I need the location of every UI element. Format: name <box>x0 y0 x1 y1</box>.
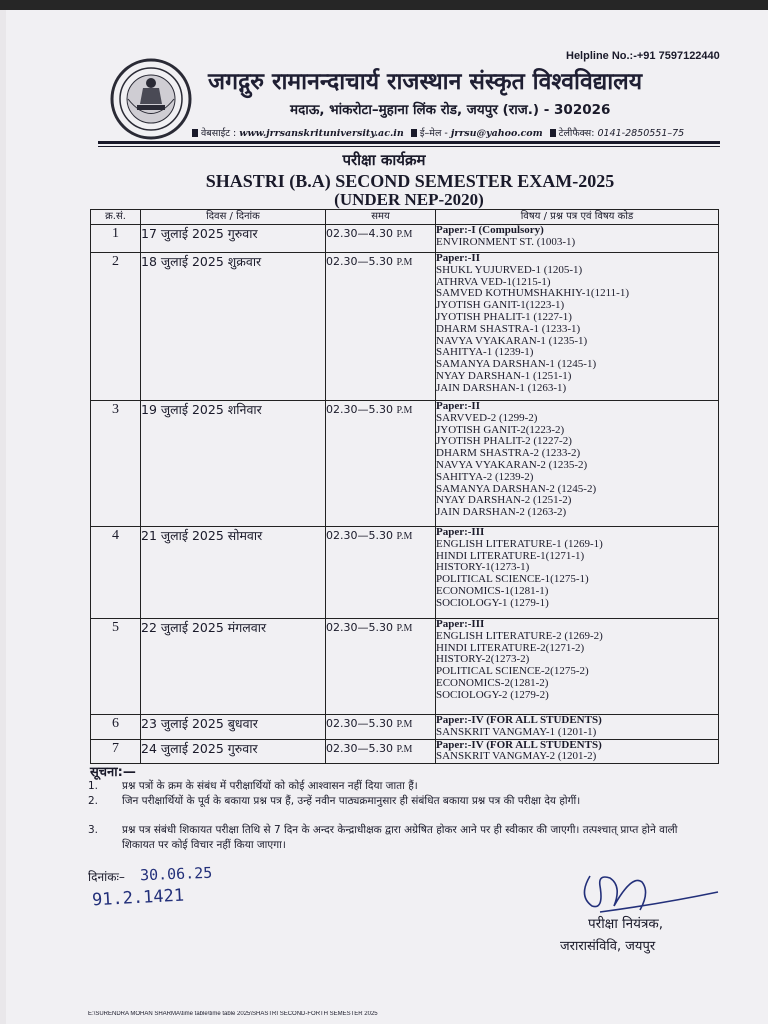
subject-item: ENVIRONMENT ST. (1003-1) <box>436 235 576 248</box>
time-cell <box>326 225 436 253</box>
phone-label: टेलीफैक्स: <box>558 128 595 139</box>
time-value: 02.30—5.30 <box>326 255 393 268</box>
subject-item: DHARM SHASTRA-1 (1233-1) <box>436 322 581 335</box>
subject-item: POLITICAL SCIENCE-2(1275-2) <box>436 665 589 678</box>
contact-line <box>188 126 718 139</box>
subject-item: JYOTISH PHALIT-1 (1227-1) <box>436 310 572 323</box>
header-subject: विषय / प्रश्न पत्र एवं विषय कोड <box>436 210 719 225</box>
bullet-icon <box>550 129 556 137</box>
paper-title: Paper:-III <box>436 618 485 630</box>
subject-item: SAMANYA DARSHAN-1 (1245-1) <box>436 358 597 371</box>
notice-text: प्रश्न पत्र संबंधी शिकायत परीक्षा तिथि से 7 दिन के अन्दर केन्द्राधीक्षक द्वारा अग्रेषित होकर आने पर ही स्वीकार की जाएगी। तत्पश्चात् प्राप्त होने वाली शिकायत पर कोई विचार नहीं किया जाएगा। <box>122 824 678 851</box>
header-date: दिवस / दिनांक <box>141 210 326 225</box>
website-link[interactable]: www.jrrsanskrituniversity.ac.in <box>239 128 404 139</box>
date-cell: 21 जुलाई 2025 सोमवार <box>141 527 326 619</box>
time-period: P.M <box>396 719 413 730</box>
subject-item: POLITICAL SCIENCE-1(1275-1) <box>436 573 589 586</box>
notice-number: 2. <box>88 795 99 807</box>
university-logo-icon <box>110 58 192 140</box>
dated-label: दिनांकः– <box>88 870 125 884</box>
email-label: ई–मेल - <box>419 128 448 139</box>
subject-item: NYAY DARSHAN-2 (1251-2) <box>436 494 572 507</box>
email-link[interactable]: jrrsu@yahoo.com <box>450 128 543 139</box>
subject-cell <box>436 619 719 715</box>
date-cell: 18 जुलाई 2025 शुक्रवार <box>141 253 326 401</box>
time-value: 02.30—5.30 <box>326 621 393 634</box>
serial-cell: 5 <box>91 619 141 715</box>
subject-item: DHARM SHASTRA-2 (1233-2) <box>436 447 581 460</box>
table-row <box>91 527 719 619</box>
date-cell: 22 जुलाई 2025 मंगलवार <box>141 619 326 715</box>
serial-cell: 1 <box>91 225 141 253</box>
bullet-icon <box>192 129 198 137</box>
header-time: समय <box>326 210 436 225</box>
phone-number: 0141-2850551–75 <box>597 128 685 139</box>
subject-cell <box>436 715 719 740</box>
file-path: E:\SURENDRA MOHAN SHARMA\time table\time table 2025\SHASTRI SECOND-FORTH SEMESTER 2025 <box>88 1011 378 1017</box>
header-serial: क्र.सं. <box>91 210 141 225</box>
controller-title: परीक्षा नियंत्रक, <box>588 916 664 932</box>
date-cell: 23 जुलाई 2025 बुधवार <box>141 715 326 740</box>
website-label: वेबसाईट : <box>201 128 237 139</box>
subject-item: SOCIOLOGY-2 (1279-2) <box>436 688 549 701</box>
time-period: P.M <box>396 743 413 755</box>
helpline: Helpline No.:-+91 7597122440 <box>566 50 720 62</box>
notice-item <box>88 823 728 855</box>
subject-cell <box>436 401 719 527</box>
subject-item: SARVVED-2 (1299-2) <box>436 411 538 424</box>
time-period: P.M <box>396 405 413 416</box>
subject-item: ECONOMICS-1(1281-1) <box>436 584 549 597</box>
exam-title-hindi: परीक्षा कार्यक्रम <box>342 151 426 169</box>
time-cell <box>326 253 436 401</box>
subject-item: SAMANYA DARSHAN-2 (1245-2) <box>436 482 597 495</box>
scanner-edge <box>0 0 768 10</box>
table-row <box>91 619 719 715</box>
subject-item: ECONOMICS-2(1281-2) <box>436 676 549 689</box>
subject-item: HINDI LITERATURE-1(1271-1) <box>436 549 585 562</box>
subject-item: JYOTISH GANIT-1(1223-1) <box>436 299 565 312</box>
serial-cell: 4 <box>91 527 141 619</box>
paper-title: Paper:-IV (FOR ALL STUDENTS) <box>436 738 602 751</box>
subject-item: HISTORY-1(1273-1) <box>436 561 530 574</box>
handwritten-reference: 91.2.1421 <box>91 885 185 911</box>
paper-title: Paper:-II <box>436 252 480 264</box>
table-row <box>91 739 719 764</box>
paper-title: Paper:-I (Compulsory) <box>436 224 544 236</box>
notice-number: 1. <box>88 780 99 792</box>
subject-item: NAVYA VYAKARAN-1 (1235-1) <box>436 334 588 347</box>
time-value: 02.30—5.30 <box>326 717 393 730</box>
header-divider-thin <box>98 146 720 147</box>
time-value: 02.30—5.30 <box>326 403 393 416</box>
subject-item: SAMVED KOTHUMSHAKHIY-1(1211-1) <box>436 287 629 300</box>
time-cell <box>326 715 436 740</box>
university-address: मदाऊ, भांकरोटा–मुहाना लिंक रोड, जयपुर (राज.) - 302026 <box>290 102 611 118</box>
serial-cell: 6 <box>91 715 141 740</box>
time-cell <box>326 401 436 527</box>
subject-cell <box>436 225 719 253</box>
time-period: P.M <box>396 257 413 268</box>
subject-item: HINDI LITERATURE-2(1271-2) <box>436 641 585 654</box>
subject-item: SANSKRIT VANGMAY-2 (1201-2) <box>436 750 597 763</box>
table-row <box>91 253 719 401</box>
date-cell: 24 जुलाई 2025 गुरुवार <box>141 739 326 764</box>
subject-item: ENGLISH LITERATURE-2 (1269-2) <box>436 629 603 642</box>
time-value: 02.30—5.30 <box>326 741 393 755</box>
header-divider <box>98 141 720 144</box>
subject-item: SHUKL YUJURVED-1 (1205-1) <box>436 263 583 276</box>
table-header-row <box>91 210 719 225</box>
bullet-icon <box>411 129 417 137</box>
subject-item: SOCIOLOGY-1 (1279-1) <box>436 596 549 609</box>
subject-item: ENGLISH LITERATURE-1 (1269-1) <box>436 537 603 550</box>
notice-number: 3. <box>88 824 99 836</box>
subject-cell <box>436 253 719 401</box>
serial-cell: 7 <box>91 739 141 764</box>
notice-text: जिन परीक्षार्थियों के पूर्व के बकाया प्रश्न पत्र हैं, उन्हें नवीन पाठ्यक्रमानुसार ही संबंधित बकाया प्रश्न पत्र की परीक्षा देय होगीं। <box>122 795 581 807</box>
time-period: P.M <box>396 623 413 634</box>
time-cell <box>326 619 436 715</box>
table-row <box>91 715 719 740</box>
time-cell <box>326 739 436 764</box>
time-value: 02.30—4.30 <box>326 227 393 240</box>
time-cell <box>326 527 436 619</box>
subject-cell <box>436 739 719 764</box>
subject-item: JYOTISH GANIT-2(1223-2) <box>436 423 565 436</box>
subject-item: JAIN DARSHAN-2 (1263-2) <box>436 506 567 519</box>
subject-item: SAHITYA-1 (1239-1) <box>436 346 534 359</box>
date-cell: 17 जुलाई 2025 गुरुवार <box>141 225 326 253</box>
subject-item: SAHITYA-2 (1239-2) <box>436 470 534 483</box>
controller-place: जरारासंविवि, जयपुर <box>560 939 656 954</box>
date-cell: 19 जुलाई 2025 शनिवार <box>141 401 326 527</box>
handwritten-date: 30.06.25 <box>139 863 213 885</box>
notice-text: प्रश्न पत्रों के क्रम के संबंध में परीक्षार्थियों को कोई आश्वासन नहीं दिया जाता हैं। <box>122 780 418 792</box>
exam-title: SHASTRI (B.A) SECOND SEMESTER EXAM-2025 <box>205 171 615 191</box>
subject-item: NYAY DARSHAN-1 (1251-1) <box>436 369 572 382</box>
paper-title: Paper:-IV (FOR ALL STUDENTS) <box>436 714 602 726</box>
paper-title: Paper:-III <box>436 526 485 538</box>
exam-subtitle: (UNDER NEP-2020) <box>334 190 484 209</box>
notice-item <box>88 794 728 826</box>
subject-item: NAVYA VYAKARAN-2 (1235-2) <box>436 458 588 471</box>
serial-cell: 2 <box>91 253 141 401</box>
subject-item: HISTORY-2(1273-2) <box>436 653 530 666</box>
university-name: जगद्गुरु रामानन्दाचार्य राजस्थान संस्कृत विश्वविद्यालय <box>208 69 643 95</box>
subject-item: ATHRVA VED-1(1215-1) <box>436 275 551 288</box>
time-period: P.M <box>396 229 413 240</box>
exam-schedule-table <box>90 209 719 764</box>
subject-item: JAIN DARSHAN-1 (1263-1) <box>436 381 567 394</box>
schedule-body <box>91 225 719 764</box>
subject-item: SANSKRIT VANGMAY-1 (1201-1) <box>436 725 597 738</box>
notice-item <box>88 779 728 795</box>
paper-title: Paper:-II <box>436 400 480 412</box>
notices-heading: सूचना:— <box>90 765 136 780</box>
subject-cell <box>436 527 719 619</box>
time-value: 02.30—5.30 <box>326 529 393 542</box>
serial-cell: 3 <box>91 401 141 527</box>
subject-item: JYOTISH PHALIT-2 (1227-2) <box>436 435 572 448</box>
time-period: P.M <box>396 531 413 542</box>
table-row <box>91 401 719 527</box>
table-row <box>91 225 719 253</box>
